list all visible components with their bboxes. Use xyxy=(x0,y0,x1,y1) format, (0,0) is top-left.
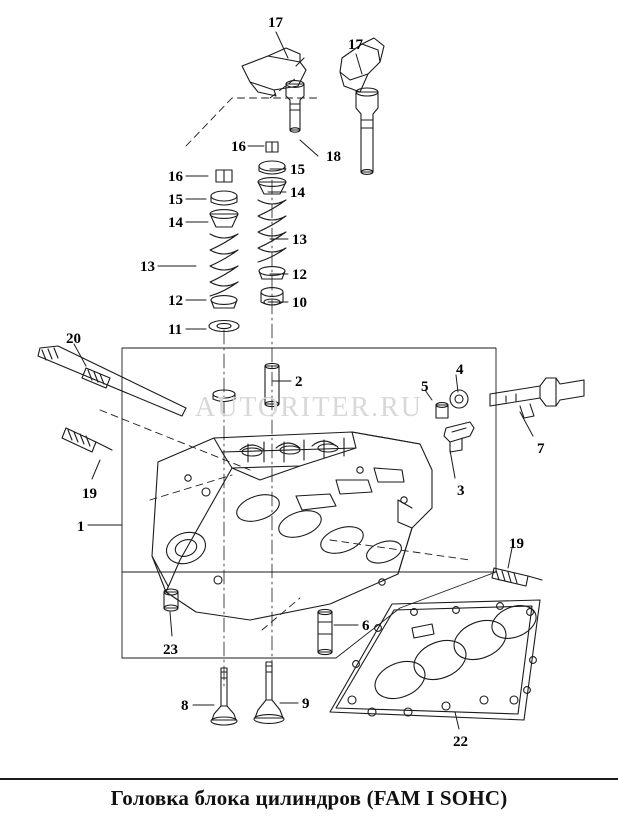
callout-18: 18 xyxy=(326,149,341,165)
callout-16-left-stack: 16 xyxy=(168,169,183,185)
callout-3: 3 xyxy=(457,483,465,499)
callout-15-right-stack: 15 xyxy=(290,162,305,178)
diagram-caption: Головка блока цилиндров (FAM I SOHC) xyxy=(110,786,508,810)
callout-9: 9 xyxy=(302,696,310,712)
callout-23: 23 xyxy=(163,642,178,658)
callout-12-right-stack: 12 xyxy=(292,267,307,283)
callout-19-right: 19 xyxy=(509,536,524,552)
callout-4: 4 xyxy=(456,362,464,378)
callout-17-top-left: 17 xyxy=(268,15,283,31)
callout-20: 20 xyxy=(66,331,81,347)
callout-13-right-stack: 13 xyxy=(292,232,307,248)
callout-2: 2 xyxy=(295,374,303,390)
callout-12-left-stack: 12 xyxy=(168,293,183,309)
callout-10: 10 xyxy=(292,295,307,311)
callout-6: 6 xyxy=(362,618,370,634)
callout-8: 8 xyxy=(181,698,189,714)
callout-5: 5 xyxy=(421,379,429,395)
callout-19-left: 19 xyxy=(82,486,97,502)
callout-16-right-stack: 16 xyxy=(231,139,246,155)
callout-22: 22 xyxy=(453,734,468,750)
callout-15-left-stack: 15 xyxy=(168,192,183,208)
callout-17-top-right: 17 xyxy=(348,37,363,53)
callout-11: 11 xyxy=(168,322,183,338)
watermark: AUTORITER.RU xyxy=(194,392,424,423)
callout-14-right-stack: 14 xyxy=(290,185,305,201)
callout-13-left-stack: 13 xyxy=(140,259,155,275)
callout-7: 7 xyxy=(537,441,545,457)
caption-divider xyxy=(0,778,618,780)
callout-1: 1 xyxy=(77,519,85,535)
callout-14-left-stack: 14 xyxy=(168,215,183,231)
